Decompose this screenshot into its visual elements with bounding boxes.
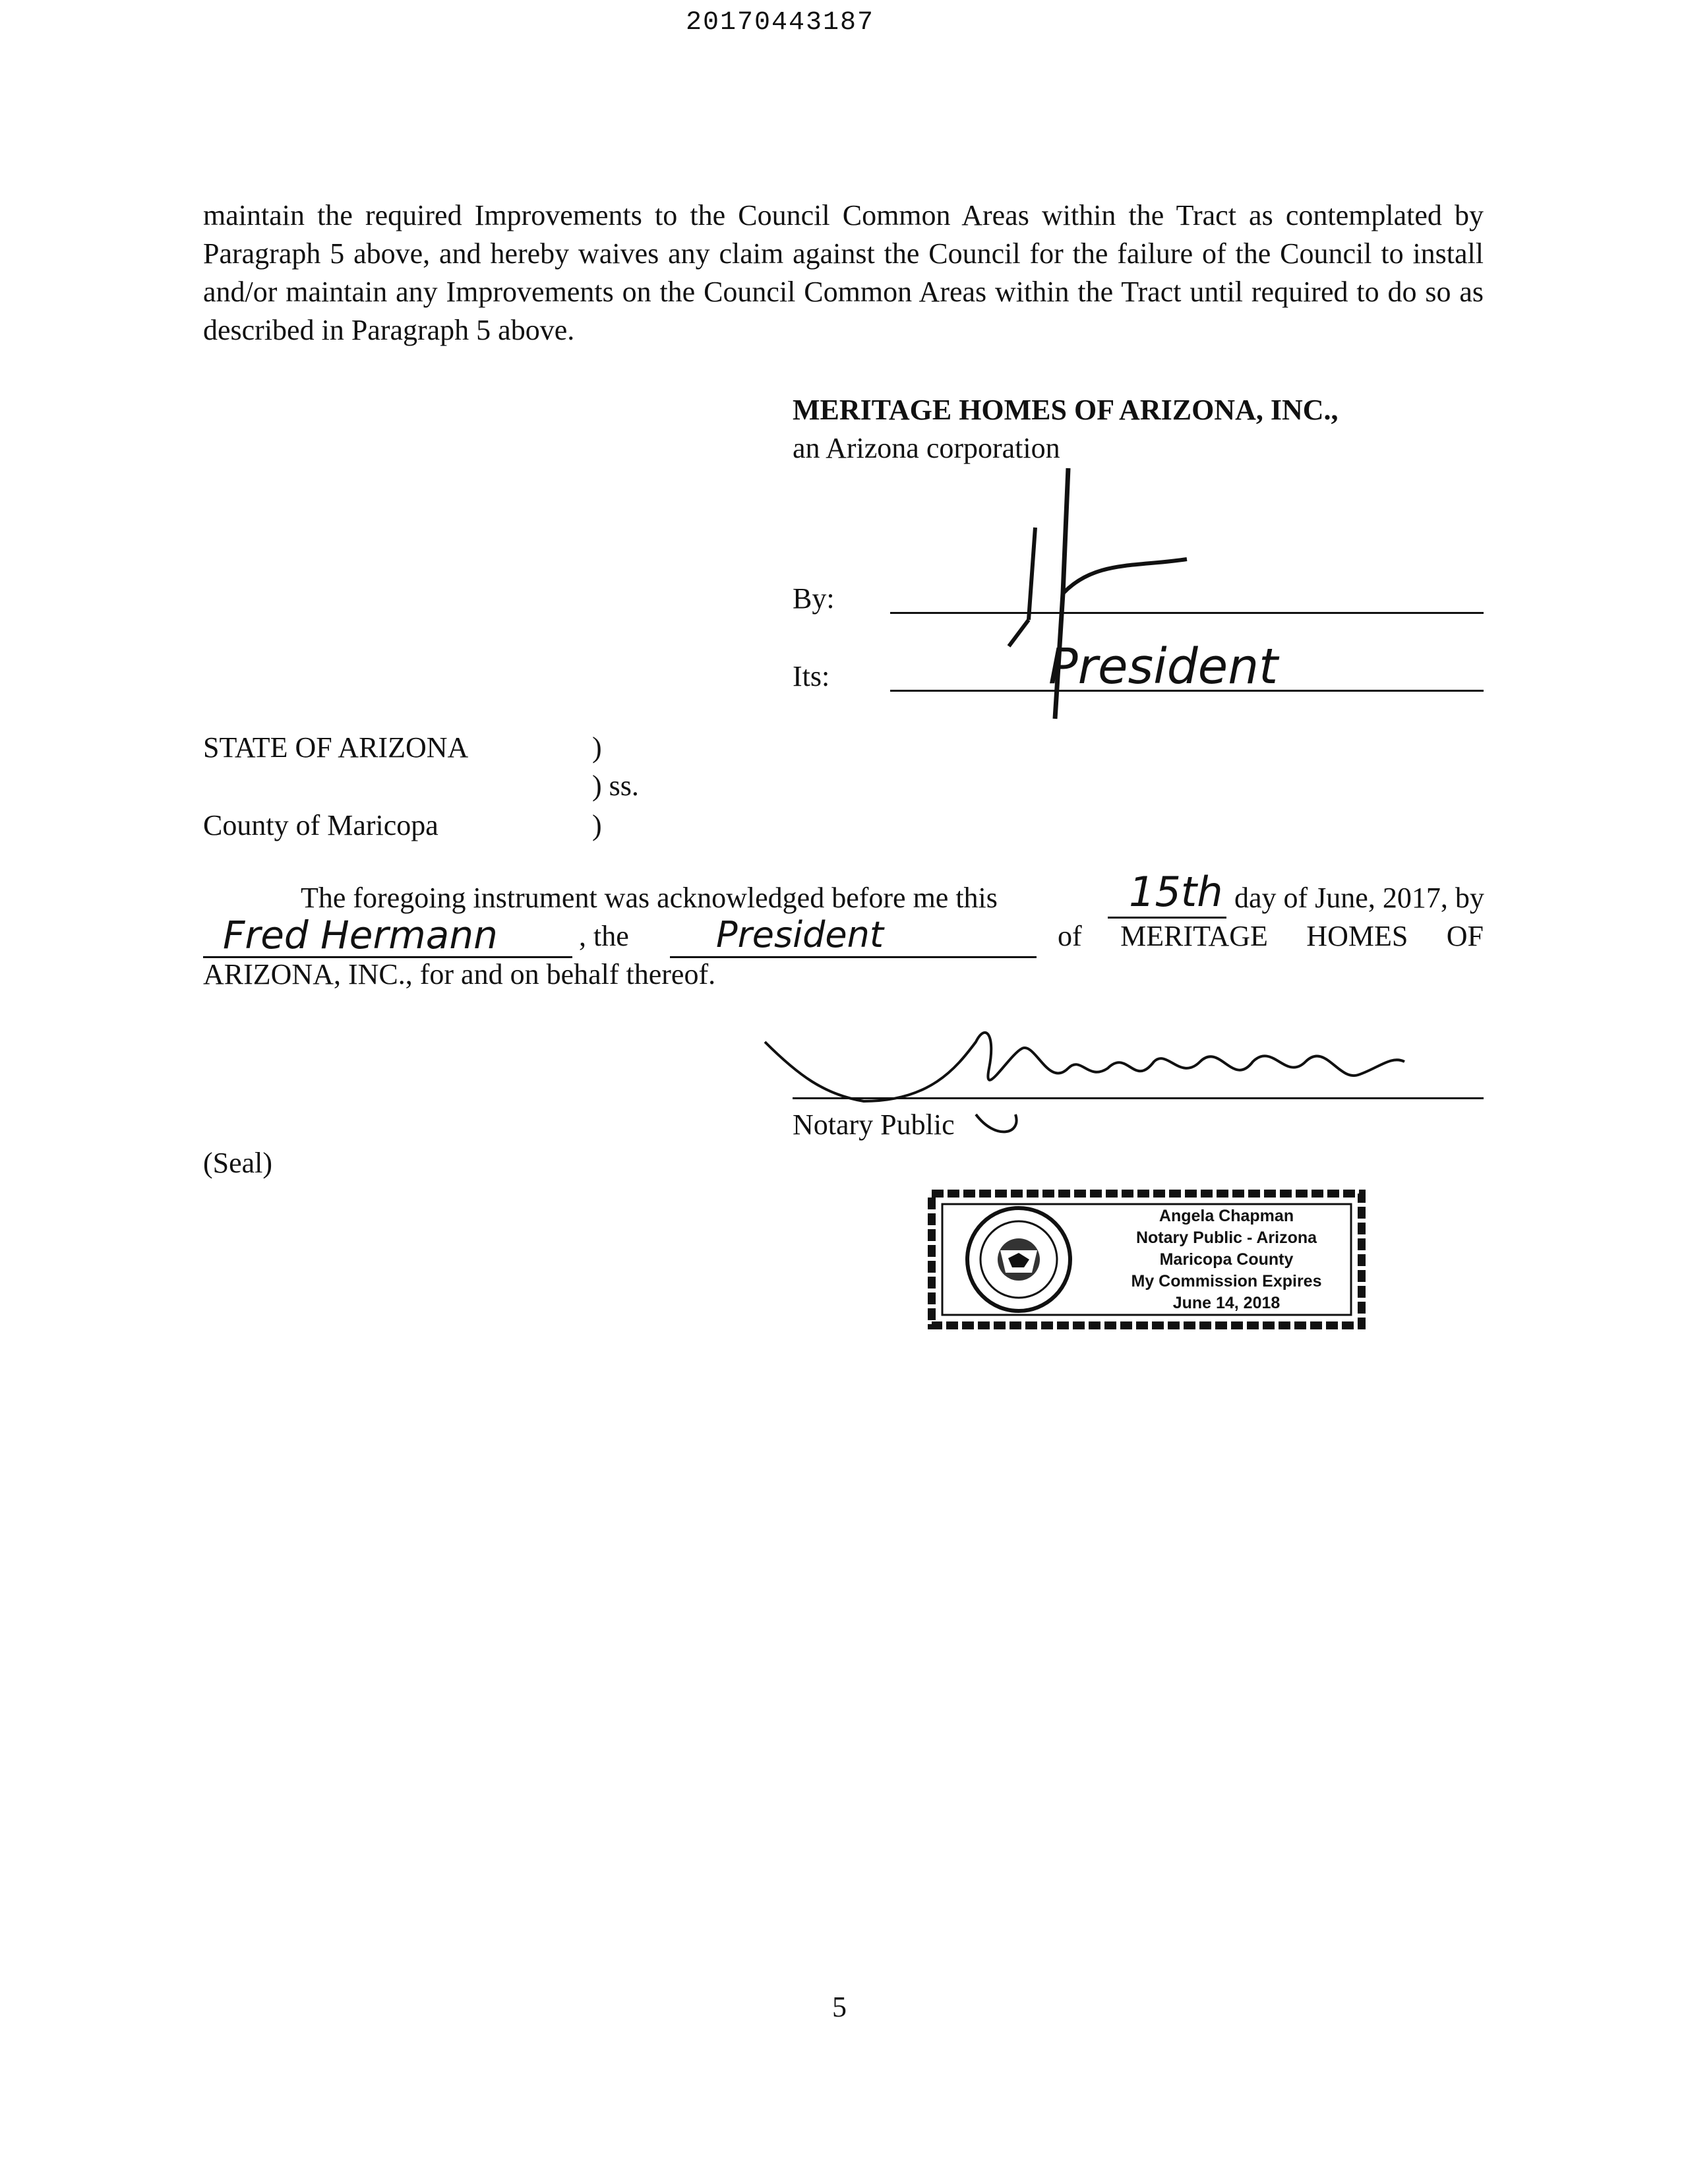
company-type: an Arizona corporation	[793, 432, 1060, 464]
day-line	[1108, 917, 1226, 919]
page-number: 5	[832, 1991, 847, 2023]
ack-title-handwritten: President	[716, 914, 884, 956]
stamp-line-4: My Commission Expires	[1131, 1272, 1322, 1290]
document-number: 20170443187	[686, 8, 875, 38]
venue-state: STATE OF ARIZONA	[203, 731, 469, 764]
venue-county: County of Maricopa	[203, 809, 438, 841]
seal-label: (Seal)	[203, 1147, 273, 1179]
stamp-line-1: Angela Chapman	[1159, 1207, 1294, 1225]
company-name: MERITAGE HOMES OF ARIZONA, INC.,	[793, 394, 1339, 426]
its-handwritten-title: President	[1048, 638, 1279, 695]
ack-the: , the	[579, 920, 629, 952]
ack-name-handwritten: Fred Hermann	[223, 913, 498, 957]
title-line	[670, 956, 1037, 958]
notary-signature-line	[793, 1097, 1484, 1099]
body-paragraph: maintain the required Improvements to the Council Common Areas within the Tract as contemplated by Paragraph 5 above, and hereby waives any claim against the Council for the failure of the Council to install and/or maintain any Improvements on the Council Common Areas within the Tract until required to do so as described in Paragraph 5 above.	[203, 199, 1484, 346]
ack-text-2: day of June, 2017, by	[1234, 882, 1484, 914]
ack-text-1: The foregoing instrument was acknowledged before me this	[301, 882, 998, 914]
stamp-line-3: Maricopa County	[1159, 1250, 1294, 1269]
by-label: By:	[793, 582, 835, 615]
ack-day-handwritten: 15th	[1129, 868, 1223, 916]
ack-last-line: ARIZONA, INC., for and on behalf thereof.	[203, 958, 716, 990]
venue-ss: ) ss.	[592, 770, 639, 802]
venue-paren-3: )	[592, 809, 602, 841]
stamp-line-2: Notary Public - Arizona	[1135, 1228, 1317, 1247]
stamp-line-5: June 14, 2018	[1172, 1294, 1281, 1312]
its-label: Its:	[793, 660, 830, 692]
venue-paren-1: )	[592, 731, 602, 764]
notary-public-label: Notary Public	[793, 1108, 955, 1141]
ack-of-company: of MERITAGE HOMES OF	[1058, 920, 1484, 952]
notary-stamp	[926, 1187, 1367, 1333]
